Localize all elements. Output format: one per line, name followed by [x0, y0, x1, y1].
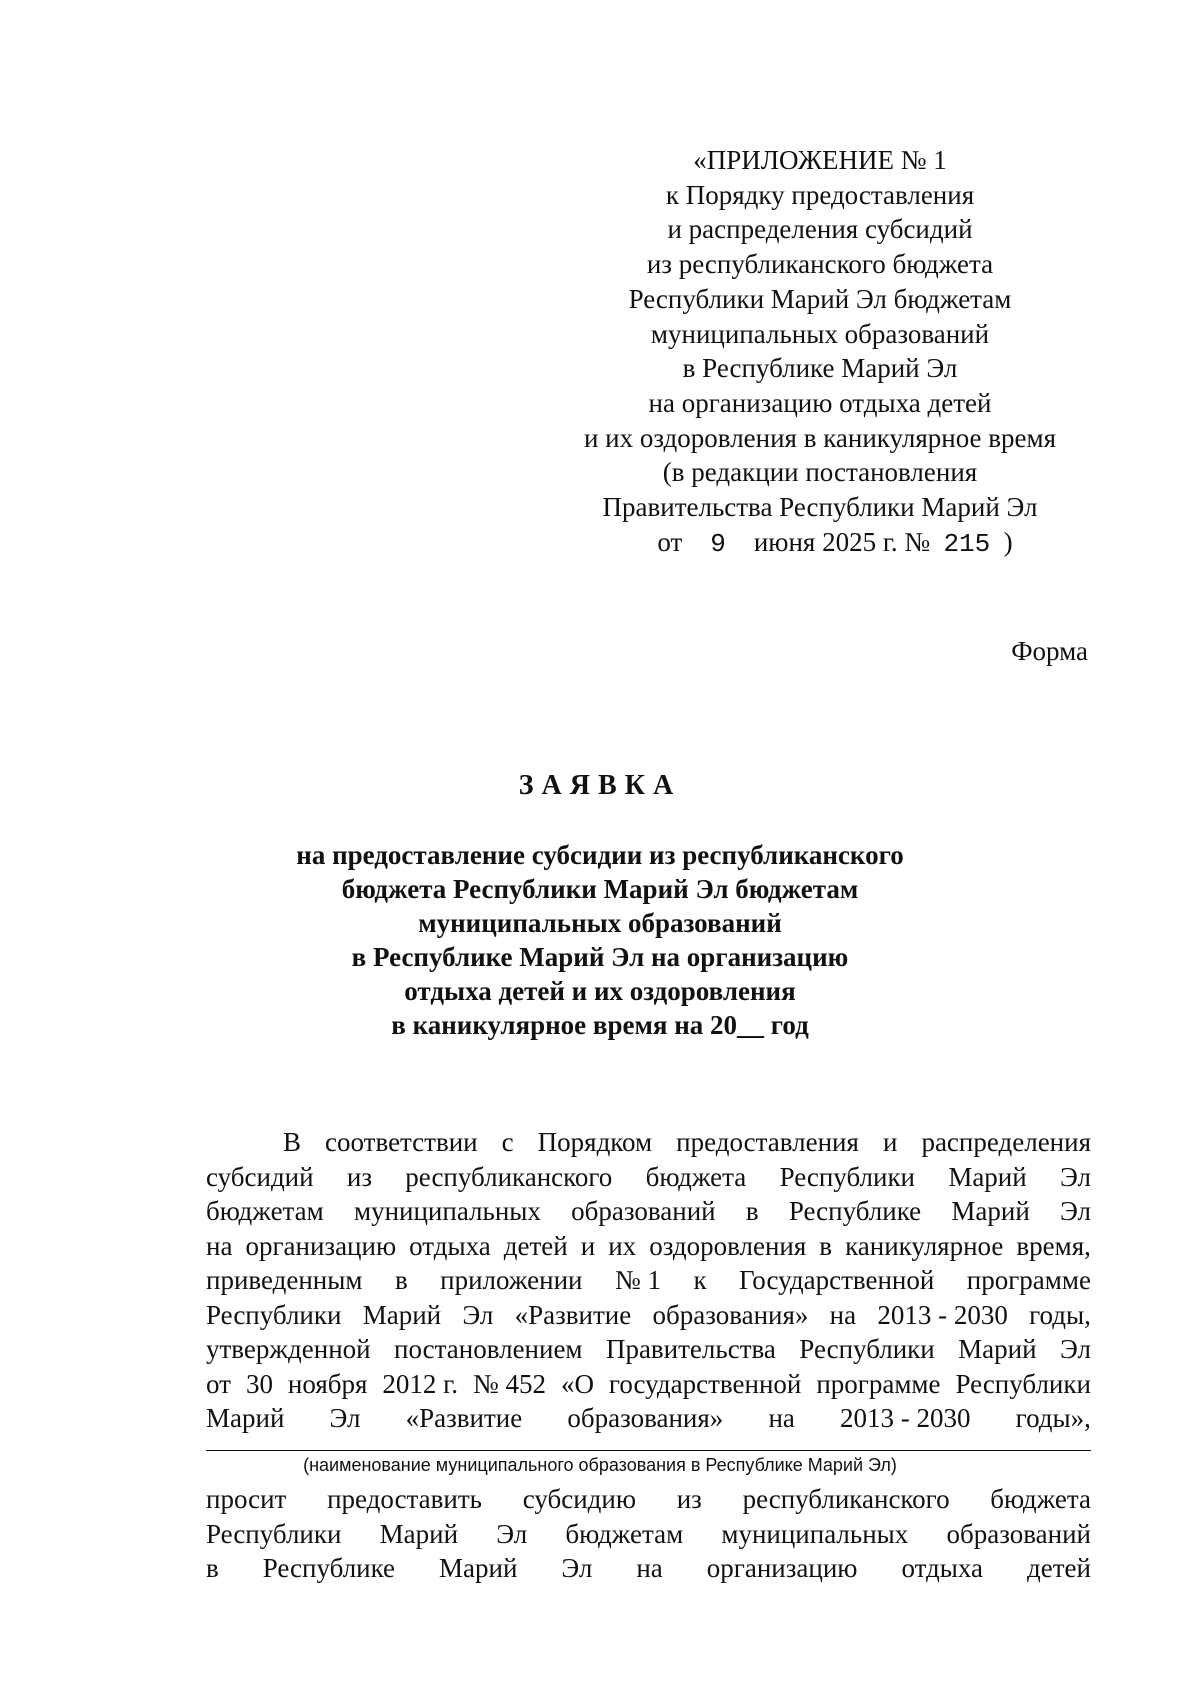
- word: Эл: [1060, 1161, 1091, 1192]
- word: от: [206, 1368, 231, 1399]
- paragraph-line: [206, 1401, 1091, 1436]
- word: государственной: [608, 1368, 802, 1399]
- word: Республике: [262, 1553, 396, 1583]
- word: Марий: [379, 1518, 459, 1549]
- word: детей: [503, 1230, 568, 1261]
- resolution-number: 215: [943, 528, 991, 559]
- word: к: [693, 1265, 707, 1295]
- appendix-line: «ПРИЛОЖЕНИЕ № 1: [693, 145, 947, 175]
- word: Республики: [779, 1161, 916, 1192]
- word: Марий: [439, 1553, 518, 1583]
- appendix-line: Правительства Республики Марий Эл: [602, 492, 1038, 523]
- word: их: [608, 1230, 637, 1261]
- word: Марий: [206, 1403, 285, 1433]
- word: программе: [966, 1265, 1091, 1295]
- word: распределения: [921, 1127, 1091, 1157]
- paragraph-line: [206, 1229, 1091, 1264]
- word: в: [394, 1265, 408, 1295]
- subtitle-line: муниципальных образований: [418, 908, 782, 938]
- appendix-line: на организацию отдыха детей: [648, 387, 992, 418]
- word: Республики: [206, 1518, 342, 1549]
- word: время,: [1016, 1230, 1091, 1261]
- date-prefix: от: [657, 526, 683, 557]
- appendix-line: (в редакции постановления: [662, 457, 978, 488]
- word: образований: [571, 1196, 716, 1226]
- appendix-line: к Порядку предоставления: [665, 179, 975, 210]
- word: и: [882, 1127, 898, 1157]
- word: Эл: [496, 1518, 528, 1549]
- word: 2013 - 2030: [877, 1299, 1008, 1330]
- word: республиканского: [742, 1484, 950, 1514]
- subtitle-line: отдыха детей и их оздоровления: [404, 976, 796, 1006]
- paragraph-line: [206, 1482, 1091, 1517]
- body-paragraph-2: [206, 1482, 1091, 1586]
- word: детей: [1027, 1553, 1091, 1583]
- document-title: ЗАЯВКА: [518, 770, 682, 801]
- word: муниципальных: [721, 1518, 909, 1549]
- word: Эл: [1060, 1196, 1091, 1226]
- paragraph-line: [206, 1298, 1091, 1333]
- word: Марий: [948, 1161, 1027, 1192]
- paragraph-line: [206, 1367, 1091, 1402]
- word: каникулярное: [845, 1230, 1004, 1261]
- word: 30: [245, 1368, 273, 1399]
- paragraph-line: [206, 1125, 1091, 1160]
- word: соответствии: [325, 1127, 478, 1157]
- date-suffix: ): [1003, 526, 1013, 557]
- word: отдыха: [901, 1553, 984, 1583]
- word: Республики: [955, 1368, 1091, 1399]
- word: Эл: [462, 1299, 494, 1330]
- appendix-line: муниципальных образований: [650, 318, 990, 349]
- form-label: Форма: [1011, 636, 1088, 666]
- appendix-line: и их оздоровления в каникулярное время: [583, 422, 1056, 453]
- resolution-date-line: [590, 525, 1080, 562]
- word: бюджета: [645, 1161, 747, 1192]
- word: Марий: [362, 1299, 442, 1330]
- word: бюджета: [990, 1484, 1091, 1514]
- word: годы»,: [1015, 1403, 1091, 1433]
- word: в: [745, 1196, 759, 1226]
- word: организацию: [706, 1553, 858, 1583]
- word: образований: [946, 1518, 1091, 1549]
- word: Марий: [951, 1196, 1030, 1226]
- paragraph-line: [206, 1160, 1091, 1195]
- word: «О: [560, 1368, 594, 1399]
- word: приложении: [440, 1265, 583, 1295]
- paragraph-line: [206, 1517, 1091, 1552]
- word: образования»: [652, 1299, 809, 1330]
- subtitle-line: на предоставление субсидии из республиканского: [296, 840, 904, 870]
- word: предоставить: [327, 1484, 482, 1514]
- word: субсидию: [522, 1484, 637, 1514]
- body-paragraph-1: [206, 1125, 1091, 1436]
- word: на: [768, 1403, 795, 1433]
- word: Эл: [1059, 1334, 1091, 1364]
- word: просит: [206, 1484, 287, 1514]
- word: и: [580, 1230, 596, 1261]
- appendix-header: [560, 143, 1080, 561]
- appendix-line: из республиканского бюджета: [646, 249, 994, 280]
- word: В: [283, 1127, 302, 1157]
- word: бюджетам: [206, 1196, 324, 1226]
- word: на: [206, 1230, 233, 1261]
- subtitle-line: в каникулярное время на 20__ год: [391, 1010, 809, 1040]
- fill-in-line: [206, 1450, 1091, 1451]
- word: предоставления: [676, 1127, 859, 1157]
- date-day: 9: [710, 528, 726, 559]
- subtitle-line: бюджета Республики Марий Эл бюджетам: [341, 874, 859, 904]
- word: образования»: [567, 1403, 724, 1433]
- date-month-year: июня 2025 г. №: [753, 526, 931, 557]
- word: в: [819, 1230, 833, 1261]
- document-subtitle: [0, 838, 1200, 1042]
- word: с: [501, 1127, 514, 1157]
- word: утвержденной: [206, 1334, 371, 1364]
- word: постановлением: [394, 1334, 583, 1364]
- word: «Развитие: [514, 1299, 632, 1330]
- appendix-line: Республики Марий Эл бюджетам: [628, 283, 1012, 314]
- word: годы,: [1029, 1299, 1091, 1330]
- word: муниципальных: [354, 1196, 541, 1226]
- word: республиканского: [405, 1161, 613, 1192]
- word: оздоровления: [649, 1230, 807, 1261]
- paragraph-line: [206, 1551, 1091, 1586]
- word: Государственной: [739, 1265, 935, 1295]
- word: на: [636, 1553, 663, 1583]
- word: «Развитие: [405, 1403, 523, 1433]
- word: отдыха: [409, 1230, 491, 1261]
- word: Марий: [958, 1334, 1037, 1364]
- fill-in-caption: (наименование муниципального образования в Республике Марий Эл): [303, 1455, 897, 1475]
- word: Эл: [561, 1553, 593, 1583]
- word: 2013 - 2030: [840, 1403, 971, 1433]
- word: организацию: [245, 1230, 397, 1261]
- paragraph-line: [206, 1263, 1091, 1298]
- word: приведенным: [206, 1265, 363, 1295]
- appendix-line: в Республике Марий Эл: [682, 353, 958, 384]
- subtitle-line: в Республике Марий Эл на организацию: [351, 942, 849, 972]
- word: Республики: [206, 1299, 342, 1330]
- word: субсидий: [206, 1161, 314, 1192]
- appendix-line: и распределения субсидий: [667, 214, 973, 245]
- paragraph-line: [206, 1194, 1091, 1229]
- word: ноября: [287, 1368, 368, 1399]
- word: в: [206, 1553, 219, 1583]
- word: Правительства: [605, 1334, 776, 1364]
- word: 2012 г.: [382, 1368, 458, 1399]
- word: Эл: [329, 1403, 361, 1433]
- word: программе: [816, 1368, 941, 1399]
- word: Республике: [788, 1196, 922, 1226]
- word: Республики: [799, 1334, 935, 1364]
- word: № 452: [472, 1368, 546, 1399]
- word: Порядком: [537, 1127, 653, 1157]
- word: из: [676, 1484, 702, 1514]
- word: на: [829, 1299, 857, 1330]
- paragraph-line: [206, 1332, 1091, 1367]
- word: бюджетам: [565, 1518, 684, 1549]
- word: № 1: [614, 1265, 661, 1295]
- word: из: [346, 1161, 372, 1192]
